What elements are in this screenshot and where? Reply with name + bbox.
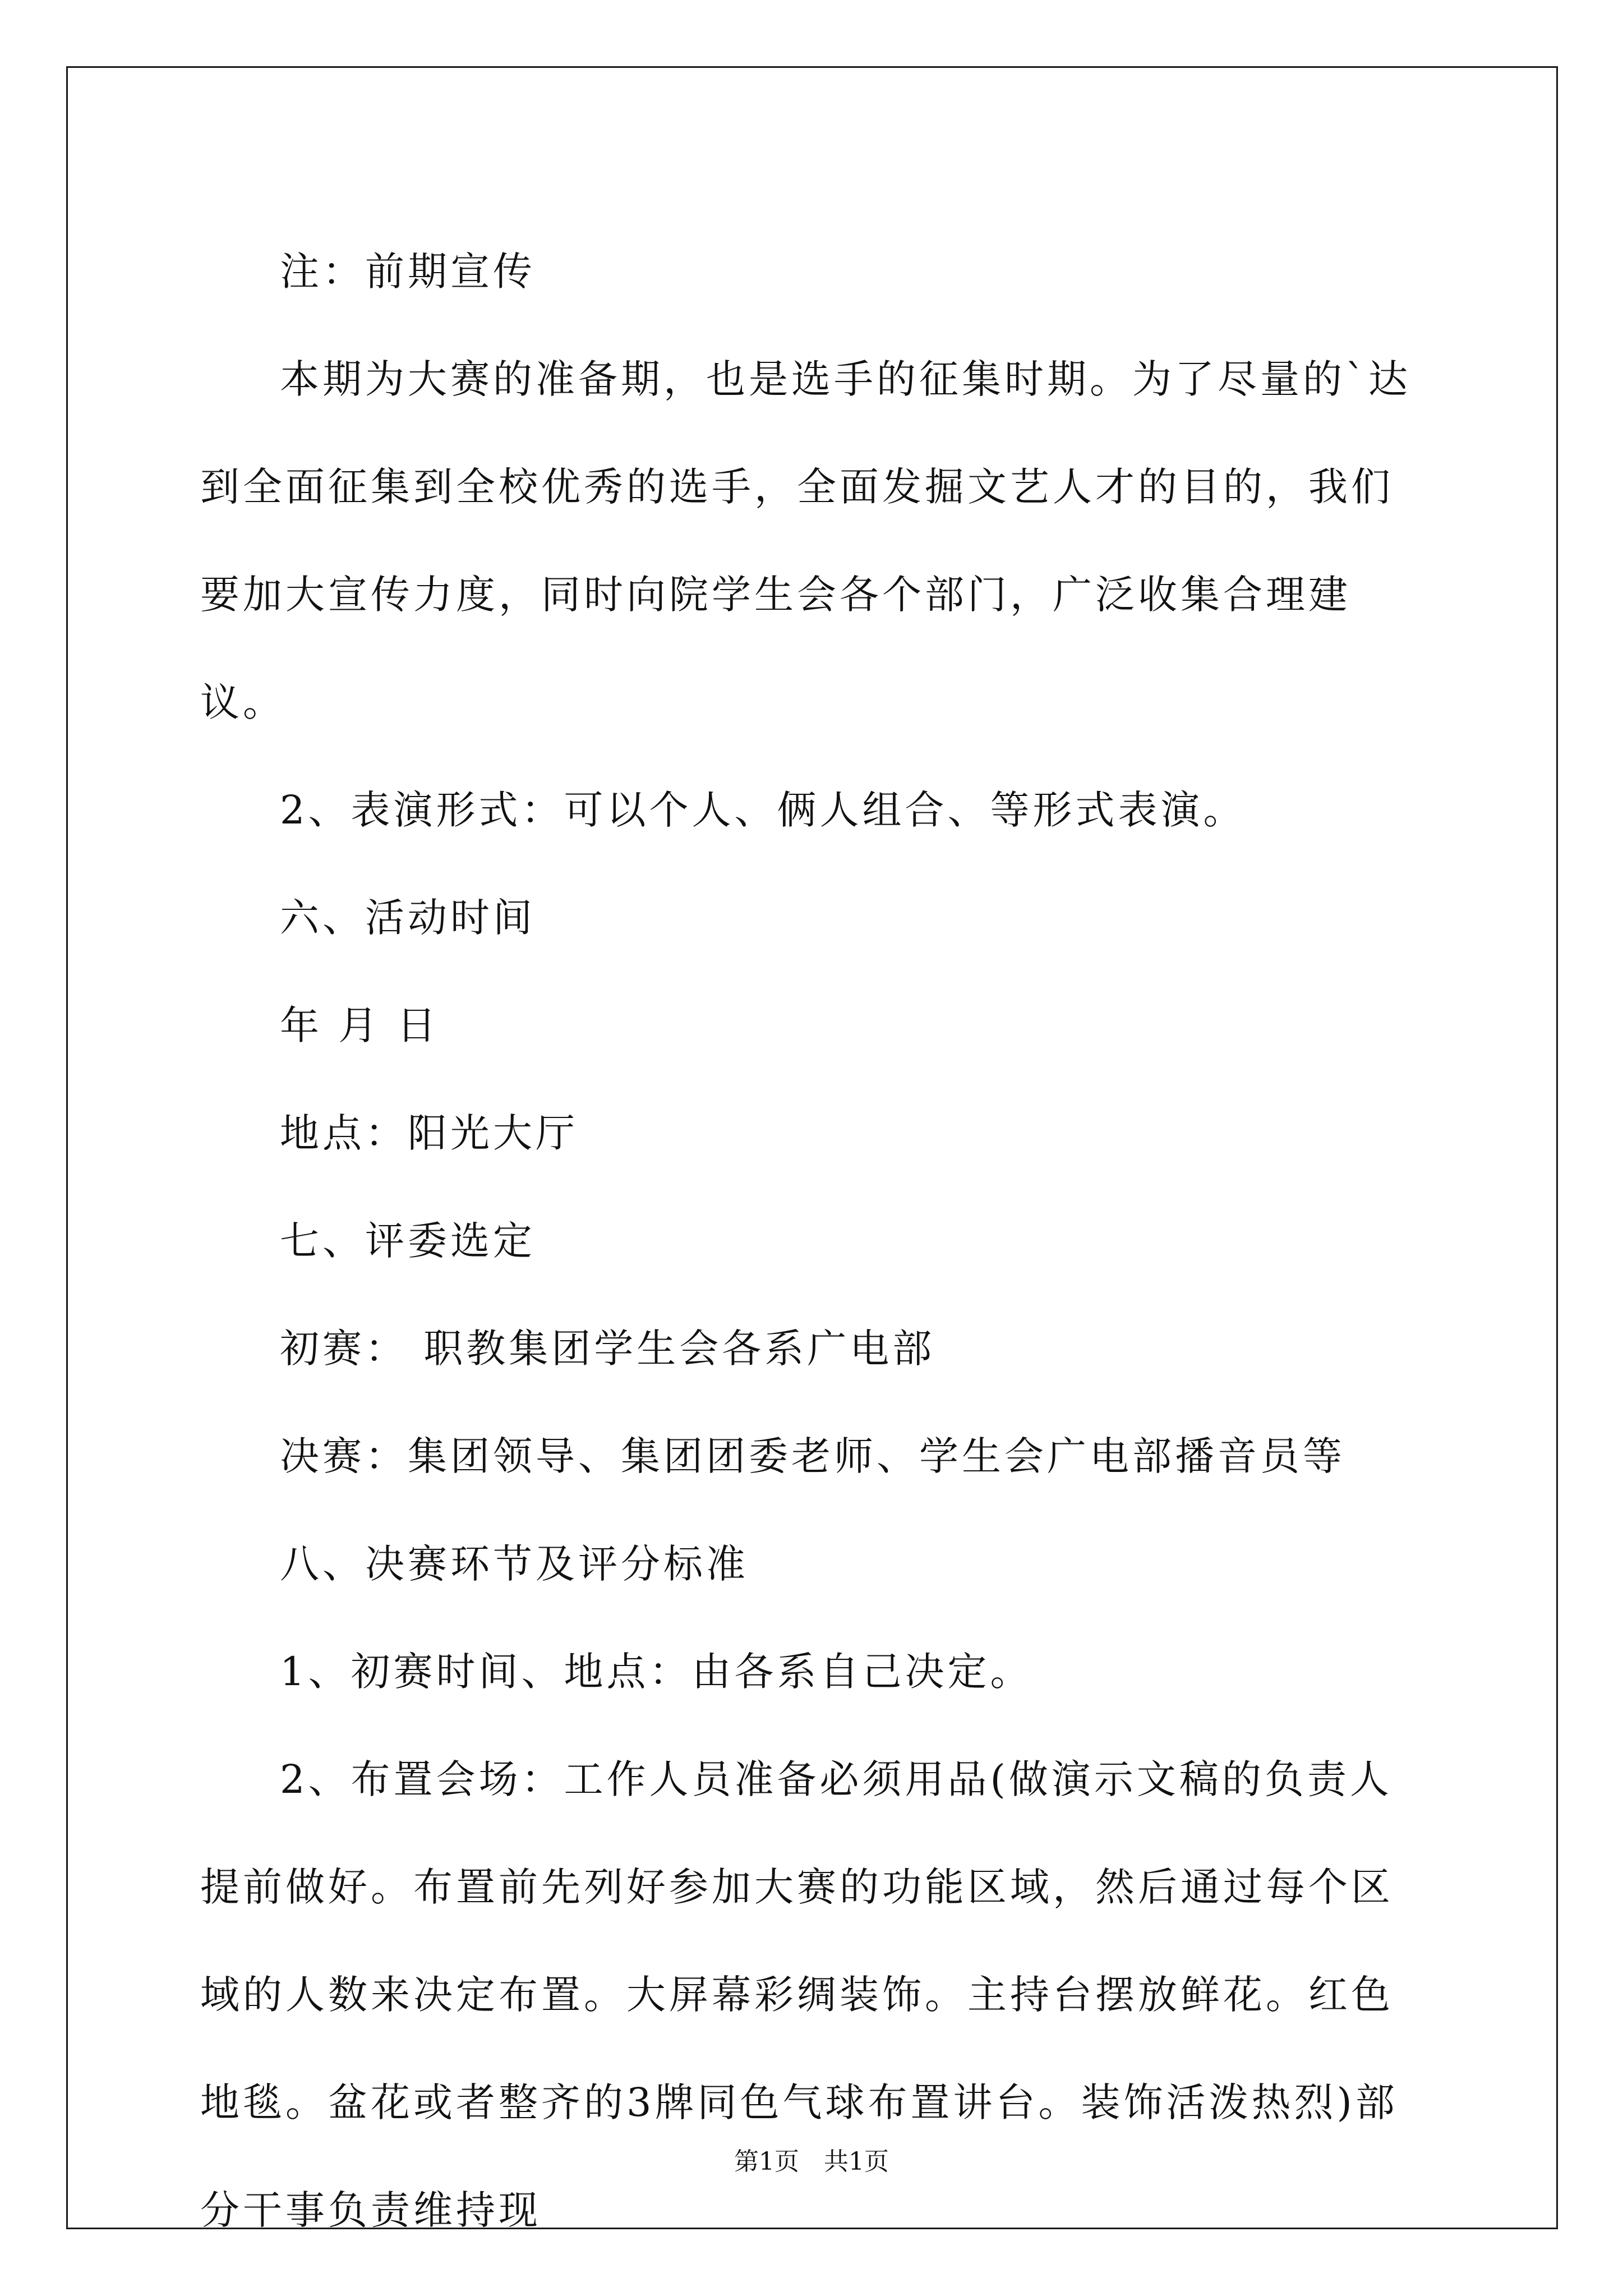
note-heading: 注：前期宣传 <box>280 249 536 295</box>
preliminary-judges: 初赛： 职教集团学生会各系广电部 <box>280 1326 935 1372</box>
document-body <box>200 218 1423 2264</box>
paragraph-preparation: 本期为大赛的准备期，也是选手的征集时期。为了尽量的`达到全面征集到全校优秀的选手，全面发掘文艺人才的目的，我们要加大宣传力度，同时向院学生会各个部门，广泛收集合理建议。 <box>200 356 1411 725</box>
final-judges: 决赛：集团领导、集团团委老师、学生会广电部播音员等 <box>280 1433 1345 1479</box>
section-heading-scoring: 八、决赛环节及评分标准 <box>280 1541 749 1587</box>
page-footer: 第1页 共1页 <box>734 2147 889 2176</box>
section-heading-judges: 七、评委选定 <box>280 1218 536 1264</box>
preliminary-time-location: 1、初赛时间、地点：由各系自己决定。 <box>280 1649 1033 1695</box>
section-heading-time: 六、活动时间 <box>280 895 536 941</box>
performance-form: 2、表演形式：可以个人、俩人组合、等形式表演。 <box>280 787 1246 833</box>
venue-setup: 2、布置会场：工作人员准备必须用品(做演示文稿的负责人提前做好。布置前先列好参加大赛的功能区域，然后通过每个区域的人数来决定布置。大屏幕彩绸装饰。主持台摆放鲜花。红色地毯。盆花或者整齐的3牌同色气球布置讲台。装饰活泼热烈)部分干事负责维持现 <box>200 1756 1398 2233</box>
location-line: 地点：阳光大厅 <box>280 1110 578 1156</box>
date-line: 年 月 日 <box>280 1002 440 1048</box>
